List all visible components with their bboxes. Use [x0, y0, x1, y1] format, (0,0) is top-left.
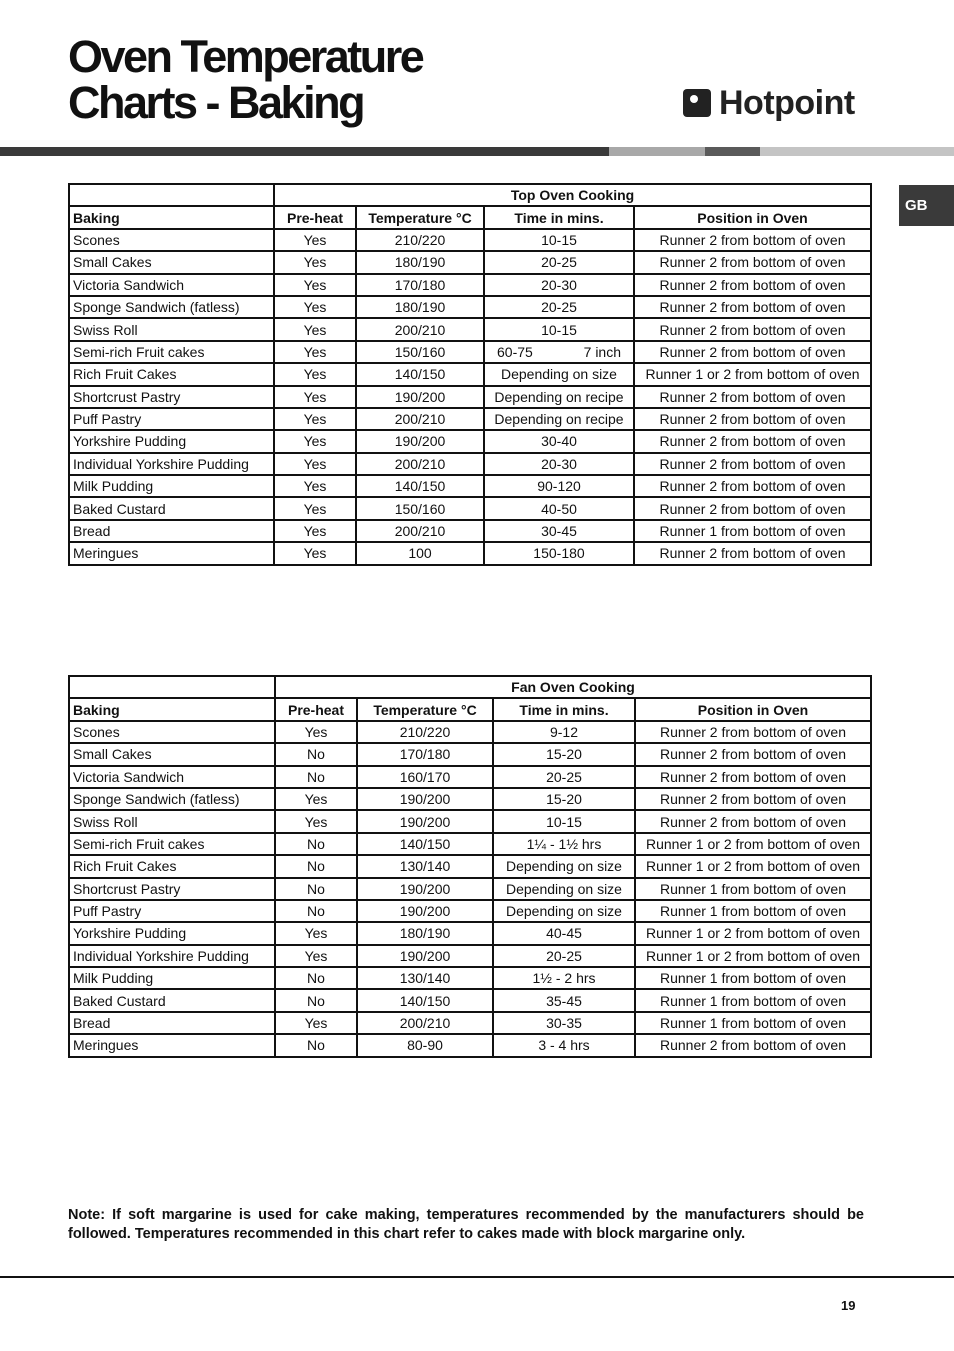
cell-position: Runner 2 from bottom of oven: [634, 274, 871, 296]
table-row: [69, 296, 871, 318]
cell-position: Runner 2 from bottom of oven: [635, 1034, 871, 1056]
cell-temperature: 210/220: [356, 229, 484, 251]
cell-time: 20-25: [493, 945, 635, 967]
cell-time: 10-15: [493, 810, 635, 832]
cell-time: 35-45: [493, 989, 635, 1011]
cell-temperature: 170/180: [357, 743, 493, 765]
footer-rule: [0, 1276, 954, 1278]
cell-baking-item: Individual Yorkshire Pudding: [69, 453, 274, 475]
cell-temperature: 180/190: [356, 296, 484, 318]
cell-preheat: Yes: [275, 810, 357, 832]
cell-baking-item: Semi-rich Fruit cakes: [69, 341, 274, 363]
cell-preheat: Yes: [274, 229, 356, 251]
cell-baking-item: Yorkshire Pudding: [69, 922, 275, 944]
cell-position: Runner 1 from bottom of oven: [635, 967, 871, 989]
table-group-heading: Fan Oven Cooking: [275, 676, 871, 698]
cell-position: Runner 1 or 2 from bottom of oven: [635, 833, 871, 855]
table-column-header-row: [69, 206, 871, 228]
cell-position: Runner 2 from bottom of oven: [634, 318, 871, 340]
header-rule-dark: [0, 147, 609, 156]
blank-header-cell: [69, 676, 275, 698]
cell-time: Depending on size: [484, 363, 634, 385]
cell-baking-item: Rich Fruit Cakes: [69, 855, 275, 877]
table-row: [69, 900, 871, 922]
cell-preheat: Yes: [274, 363, 356, 385]
table-row: [69, 878, 871, 900]
cell-position: Runner 2 from bottom of oven: [635, 810, 871, 832]
cell-baking-item: Shortcrust Pastry: [69, 878, 275, 900]
table-row: [69, 274, 871, 296]
cell-position: Runner 2 from bottom of oven: [634, 430, 871, 452]
table-row: [69, 945, 871, 967]
page-number: 19: [841, 1298, 856, 1313]
cell-position: Runner 2 from bottom of oven: [634, 497, 871, 519]
cell-temperature: 190/200: [357, 900, 493, 922]
cell-position: Runner 2 from bottom of oven: [634, 251, 871, 273]
cell-position: Runner 1 from bottom of oven: [635, 878, 871, 900]
table-row: [69, 833, 871, 855]
cell-time: 30-45: [484, 520, 634, 542]
cell-preheat: Yes: [274, 430, 356, 452]
column-header-preheat: Pre-heat: [275, 698, 357, 720]
brand-logo-icon: [683, 89, 711, 117]
cell-position: Runner 2 from bottom of oven: [635, 788, 871, 810]
cell-time: 20-25: [484, 296, 634, 318]
cell-temperature: 200/210: [356, 520, 484, 542]
table-group-header-row: [69, 184, 871, 206]
cell-temperature: 140/150: [357, 833, 493, 855]
cell-baking-item: Scones: [69, 721, 275, 743]
table-row: [69, 363, 871, 385]
header-rule-mid: [705, 147, 760, 156]
table-row: [69, 766, 871, 788]
cell-temperature: 190/200: [356, 430, 484, 452]
cell-time: 9-12: [493, 721, 635, 743]
cell-preheat: No: [275, 967, 357, 989]
cell-preheat: No: [275, 989, 357, 1011]
page-title: [68, 31, 423, 128]
cell-temperature: 150/160: [356, 497, 484, 519]
cell-temperature: 200/210: [356, 408, 484, 430]
table-row: [69, 855, 871, 877]
cell-time: 1¼ - 1½ hrs: [493, 833, 635, 855]
cell-time: 15-20: [493, 743, 635, 765]
cell-position: Runner 2 from bottom of oven: [634, 453, 871, 475]
table-row: [69, 229, 871, 251]
column-header-temperature: Temperature °C: [357, 698, 493, 720]
cell-temperature: 140/150: [357, 989, 493, 1011]
cell-baking-item: Meringues: [69, 542, 274, 564]
top-oven-table: [68, 183, 872, 566]
cell-baking-item: Rich Fruit Cakes: [69, 363, 274, 385]
cell-position: Runner 2 from bottom of oven: [634, 475, 871, 497]
table-row: [69, 1034, 871, 1056]
cell-temperature: 200/210: [357, 1012, 493, 1034]
cell-position: Runner 1 from bottom of oven: [635, 1012, 871, 1034]
cell-temperature: 130/140: [357, 855, 493, 877]
header-rule-light: [609, 147, 705, 156]
cell-baking-item: Scones: [69, 229, 274, 251]
cell-temperature: 190/200: [357, 878, 493, 900]
column-header-baking: Baking: [69, 698, 275, 720]
tin-size: 7 inch: [583, 343, 621, 360]
cell-preheat: Yes: [274, 475, 356, 497]
cell-temperature: 190/200: [357, 945, 493, 967]
cell-position: Runner 1 or 2 from bottom of oven: [634, 363, 871, 385]
cell-preheat: Yes: [275, 922, 357, 944]
column-header-time: Time in mins.: [493, 698, 635, 720]
blank-header-cell: [69, 184, 274, 206]
cell-baking-item: Sponge Sandwich (fatless): [69, 788, 275, 810]
cell-time: Depending on recipe: [484, 408, 634, 430]
cell-time: 40-45: [493, 922, 635, 944]
cell-time: 10-15: [484, 318, 634, 340]
cell-temperature: 200/210: [356, 318, 484, 340]
cell-time: 30-40: [484, 430, 634, 452]
table-group-header-row: [69, 676, 871, 698]
table-row: [69, 386, 871, 408]
cell-position: Runner 1 or 2 from bottom of oven: [635, 855, 871, 877]
margarine-note: Note: If soft margarine is used for cake making, temperatures recommended by the manufacturers should be followed. Temperatures recommended in this chart refer to cakes made with block margarine only.: [68, 1207, 864, 1242]
cell-baking-item: Small Cakes: [69, 743, 275, 765]
cell-baking-item: Swiss Roll: [69, 318, 274, 340]
table-row: [69, 989, 871, 1011]
cell-time: Depending on size: [493, 855, 635, 877]
brand-logo: [683, 86, 855, 120]
cell-time: 30-35: [493, 1012, 635, 1034]
column-header-time: Time in mins.: [484, 206, 634, 228]
cell-baking-item: Baked Custard: [69, 497, 274, 519]
cell-baking-item: Small Cakes: [69, 251, 274, 273]
cell-preheat: No: [275, 833, 357, 855]
cell-preheat: Yes: [275, 945, 357, 967]
cell-baking-item: Victoria Sandwich: [69, 274, 274, 296]
cell-preheat: Yes: [275, 721, 357, 743]
cell-baking-item: Puff Pastry: [69, 900, 275, 922]
cell-preheat: Yes: [274, 453, 356, 475]
cell-preheat: Yes: [275, 788, 357, 810]
cell-temperature: 200/210: [356, 453, 484, 475]
column-header-position: Position in Oven: [635, 698, 871, 720]
column-header-baking: Baking: [69, 206, 274, 228]
cell-time: Depending on size: [493, 900, 635, 922]
cell-temperature: 210/220: [357, 721, 493, 743]
cell-time: 15-20: [493, 788, 635, 810]
page-title-line-2: Charts - Baking: [68, 77, 364, 128]
table-row: [69, 721, 871, 743]
table-row: [69, 497, 871, 519]
cell-temperature: 190/200: [357, 788, 493, 810]
table-group-heading: Top Oven Cooking: [274, 184, 871, 206]
cell-position: Runner 1 from bottom of oven: [635, 989, 871, 1011]
cell-temperature: 170/180: [356, 274, 484, 296]
cell-time: [484, 341, 634, 363]
table-row: [69, 788, 871, 810]
cell-preheat: Yes: [275, 1012, 357, 1034]
cell-preheat: Yes: [274, 542, 356, 564]
column-header-position: Position in Oven: [634, 206, 871, 228]
cell-baking-item: Victoria Sandwich: [69, 766, 275, 788]
time-split: [488, 344, 630, 360]
cell-preheat: Yes: [274, 296, 356, 318]
cell-position: Runner 1 or 2 from bottom of oven: [635, 922, 871, 944]
cell-time: 3 - 4 hrs: [493, 1034, 635, 1056]
cell-position: Runner 2 from bottom of oven: [634, 542, 871, 564]
cell-temperature: 180/190: [357, 922, 493, 944]
table-row: [69, 341, 871, 363]
cell-baking-item: Sponge Sandwich (fatless): [69, 296, 274, 318]
language-tab: GB: [899, 185, 954, 226]
cell-position: Runner 2 from bottom of oven: [634, 296, 871, 318]
cell-baking-item: Shortcrust Pastry: [69, 386, 274, 408]
cell-time: 150-180: [484, 542, 634, 564]
cell-preheat: No: [275, 1034, 357, 1056]
table-row: [69, 1012, 871, 1034]
cell-position: Runner 1 or 2 from bottom of oven: [635, 945, 871, 967]
cell-time: 40-50: [484, 497, 634, 519]
brand-name: Hotpoint: [719, 84, 855, 122]
cell-temperature: 190/200: [356, 386, 484, 408]
cell-preheat: Yes: [274, 408, 356, 430]
cell-preheat: Yes: [274, 497, 356, 519]
cell-position: Runner 2 from bottom of oven: [635, 721, 871, 743]
table-row: [69, 922, 871, 944]
cell-baking-item: Swiss Roll: [69, 810, 275, 832]
cell-baking-item: Bread: [69, 520, 274, 542]
table-body: [69, 229, 871, 565]
fan-oven-table: [68, 675, 872, 1058]
cell-time: 20-30: [484, 453, 634, 475]
cell-preheat: No: [275, 855, 357, 877]
cell-preheat: Yes: [274, 251, 356, 273]
cell-position: Runner 2 from bottom of oven: [634, 386, 871, 408]
table-body: [69, 721, 871, 1057]
page-title-line-1: Oven Temperature: [68, 31, 423, 82]
cell-preheat: Yes: [274, 341, 356, 363]
cell-position: Runner 2 from bottom of oven: [634, 408, 871, 430]
cell-position: Runner 2 from bottom of oven: [635, 743, 871, 765]
table-row: [69, 520, 871, 542]
table-row: [69, 453, 871, 475]
cell-preheat: Yes: [274, 386, 356, 408]
cell-temperature: 150/160: [356, 341, 484, 363]
cell-position: Runner 1 from bottom of oven: [634, 520, 871, 542]
cell-time: 1½ - 2 hrs: [493, 967, 635, 989]
table-row: [69, 408, 871, 430]
cell-baking-item: Meringues: [69, 1034, 275, 1056]
cell-preheat: Yes: [274, 318, 356, 340]
table-row: [69, 475, 871, 497]
cell-temperature: 140/150: [356, 363, 484, 385]
cell-baking-item: Milk Pudding: [69, 475, 274, 497]
cell-time: 10-15: [484, 229, 634, 251]
cell-time: 20-25: [484, 251, 634, 273]
cell-preheat: No: [275, 766, 357, 788]
cell-temperature: 140/150: [356, 475, 484, 497]
table-row: [69, 318, 871, 340]
cell-baking-item: Individual Yorkshire Pudding: [69, 945, 275, 967]
table-column-header-row: [69, 698, 871, 720]
cell-temperature: 190/200: [357, 810, 493, 832]
cell-preheat: No: [275, 743, 357, 765]
cell-time: Depending on size: [493, 878, 635, 900]
table-row: [69, 251, 871, 273]
cell-time: Depending on recipe: [484, 386, 634, 408]
cell-position: Runner 2 from bottom of oven: [635, 766, 871, 788]
cell-time: 90-120: [484, 475, 634, 497]
table-row: [69, 967, 871, 989]
cell-position: Runner 2 from bottom of oven: [634, 229, 871, 251]
cell-temperature: 130/140: [357, 967, 493, 989]
cell-baking-item: Bread: [69, 1012, 275, 1034]
cell-baking-item: Puff Pastry: [69, 408, 274, 430]
table-row: [69, 430, 871, 452]
cell-preheat: Yes: [274, 520, 356, 542]
cell-temperature: 100: [356, 542, 484, 564]
column-header-preheat: Pre-heat: [274, 206, 356, 228]
cell-preheat: No: [275, 878, 357, 900]
cell-temperature: 80-90: [357, 1034, 493, 1056]
cell-position: Runner 1 from bottom of oven: [635, 900, 871, 922]
cell-time: 20-30: [484, 274, 634, 296]
time-range: 60-75: [497, 343, 533, 360]
table-row: [69, 542, 871, 564]
cell-temperature: 180/190: [356, 251, 484, 273]
cell-baking-item: Baked Custard: [69, 989, 275, 1011]
column-header-temperature: Temperature °C: [356, 206, 484, 228]
cell-temperature: 160/170: [357, 766, 493, 788]
cell-baking-item: Milk Pudding: [69, 967, 275, 989]
cell-position: Runner 2 from bottom of oven: [634, 341, 871, 363]
table-row: [69, 810, 871, 832]
cell-baking-item: Yorkshire Pudding: [69, 430, 274, 452]
table-row: [69, 743, 871, 765]
cell-time: 20-25: [493, 766, 635, 788]
cell-preheat: Yes: [274, 274, 356, 296]
header-rule-pale: [760, 147, 954, 156]
cell-preheat: No: [275, 900, 357, 922]
cell-baking-item: Semi-rich Fruit cakes: [69, 833, 275, 855]
